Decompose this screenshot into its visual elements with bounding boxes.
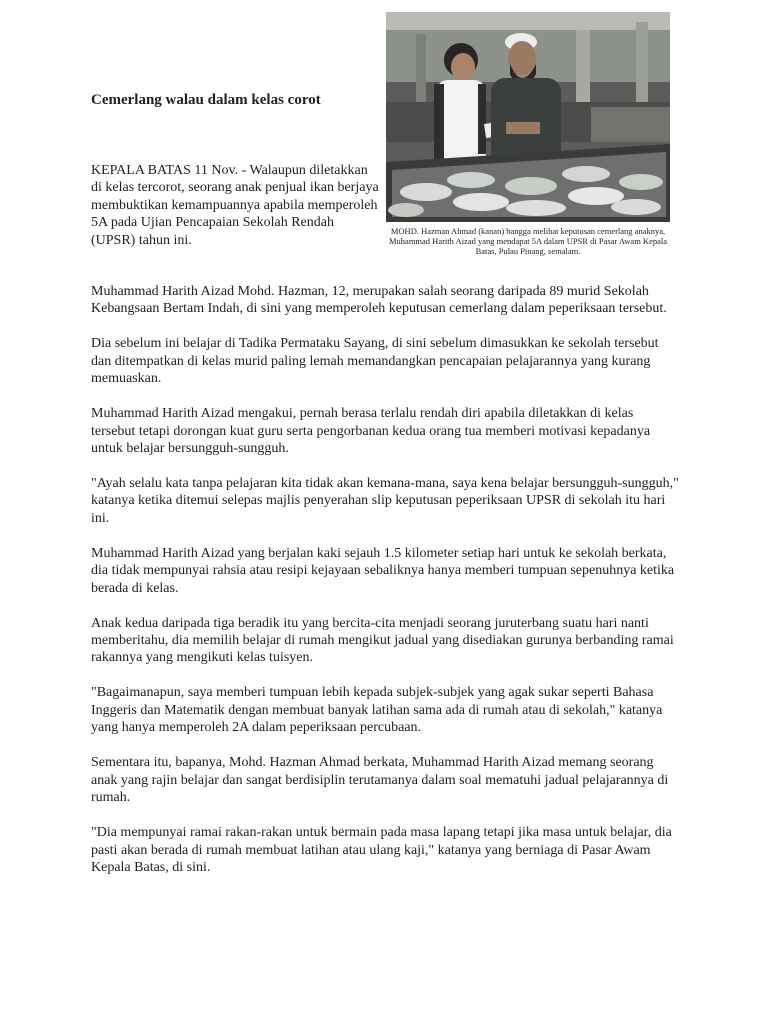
article-paragraph: Muhammad Harith Aizad Mohd. Hazman, 12, merupakan salah seorang daripada 89 murid Sekolah Kebangsaan Bertam Indah, di sini yang memperoleh keputusan cemerlang dalam peperiksaan tersebut.	[91, 284, 667, 317]
photo-caption: MOHD. Hazman Ahmad (kanan) bangga melihat keputusan cemerlang anaknya, Muhammad Harith Aizad yang mendapat 5A dalam UPSR di Pasar Awam Kepala Batas, Pulau Pinang, semalam.	[388, 226, 667, 256]
article-paragraph: "Bagaimanapun, saya memberi tumpuan lebih kepada subjek-subjek yang agak sukar seperti Bahasa Inggeris dan Matematik dengan membuat banyak latihan sama ada di rumah atau di sekolah," katanya yang hanya memperoleh 2A dalam peperiksaan percubaan.	[91, 685, 663, 736]
article-paragraph: Muhammad Harith Aizad mengakui, pernah berasa terlalu rendah diri apabila diletakkan di kelas tersebut tetapi dorongan kuat guru serta pengorbanan kedua orang tua memberi motivasi kepadanya untuk belajar bersungguh-sungguh.	[91, 406, 651, 457]
article-body	[91, 283, 679, 894]
article-paragraph: Muhammad Harith Aizad yang berjalan kaki sejauh 1.5 kilometer setiap hari untuk ke sekolah berkata, dia tidak mempunyai rahsia atau resipi kejayaan sebaliknya hanya memberi tumpuan sepenuhnya ketika berada di kelas.	[91, 545, 675, 596]
article-paragraph: Dia sebelum ini belajar di Tadika Permataku Sayang, di sini sebelum dimasukkan ke sekolah tersebut dan ditempatkan di kelas murid paling lemah memandangkan pencapaian pelajarannya yang kurang memuaskan.	[91, 336, 659, 387]
article-lead: KEPALA BATAS 11 Nov. - Walaupun diletakkan di kelas tercorot, seorang anak penjual ikan berjaya membuktikan kemampuannya apabila memperoleh 5A pada Ujian Pencapaian Sekolah Rendah (UPSR) tahun ini.	[91, 163, 379, 248]
article-paragraph: "Dia mempunyai ramai rakan-rakan untuk bermain pada masa lapang tetapi jika masa untuk belajar, dia pasti akan berada di rumah membuat latihan atau ulang kaji," katanya yang berniaga di Pasar Awam Kepala Batas, di sini.	[91, 825, 672, 875]
article-figure	[386, 12, 670, 256]
article-paragraph: Anak kedua daripada tiga beradik itu yang bercita-cita menjadi seorang juruterbang suatu hari nanti memberitahu, dia memilih belajar di rumah mengikut jadual yang disediakan gurunya berbanding ramai rakannya yang mengikuti kelas tuisyen.	[91, 615, 674, 666]
article-paragraph: Sementara itu, bapanya, Mohd. Hazman Ahmad berkata, Muhammad Harith Aizad memang seorang anak yang rajin belajar dan sangat berdisiplin terutamanya dalam soal mematuhi jadual pelajarannya di rumah.	[91, 755, 669, 806]
photo-fish-market	[386, 12, 670, 222]
article-paragraph: "Ayah selalu kata tanpa pelajaran kita tidak akan kemana-mana, saya kena belajar bersungguh-sungguh," katanya ketika ditemui selepas majlis penyerahan slip keputusan peperiksaan UPSR di sekolah itu hari ini.	[91, 476, 679, 526]
article-headline: Cemerlang walau dalam kelas corot	[91, 92, 321, 108]
